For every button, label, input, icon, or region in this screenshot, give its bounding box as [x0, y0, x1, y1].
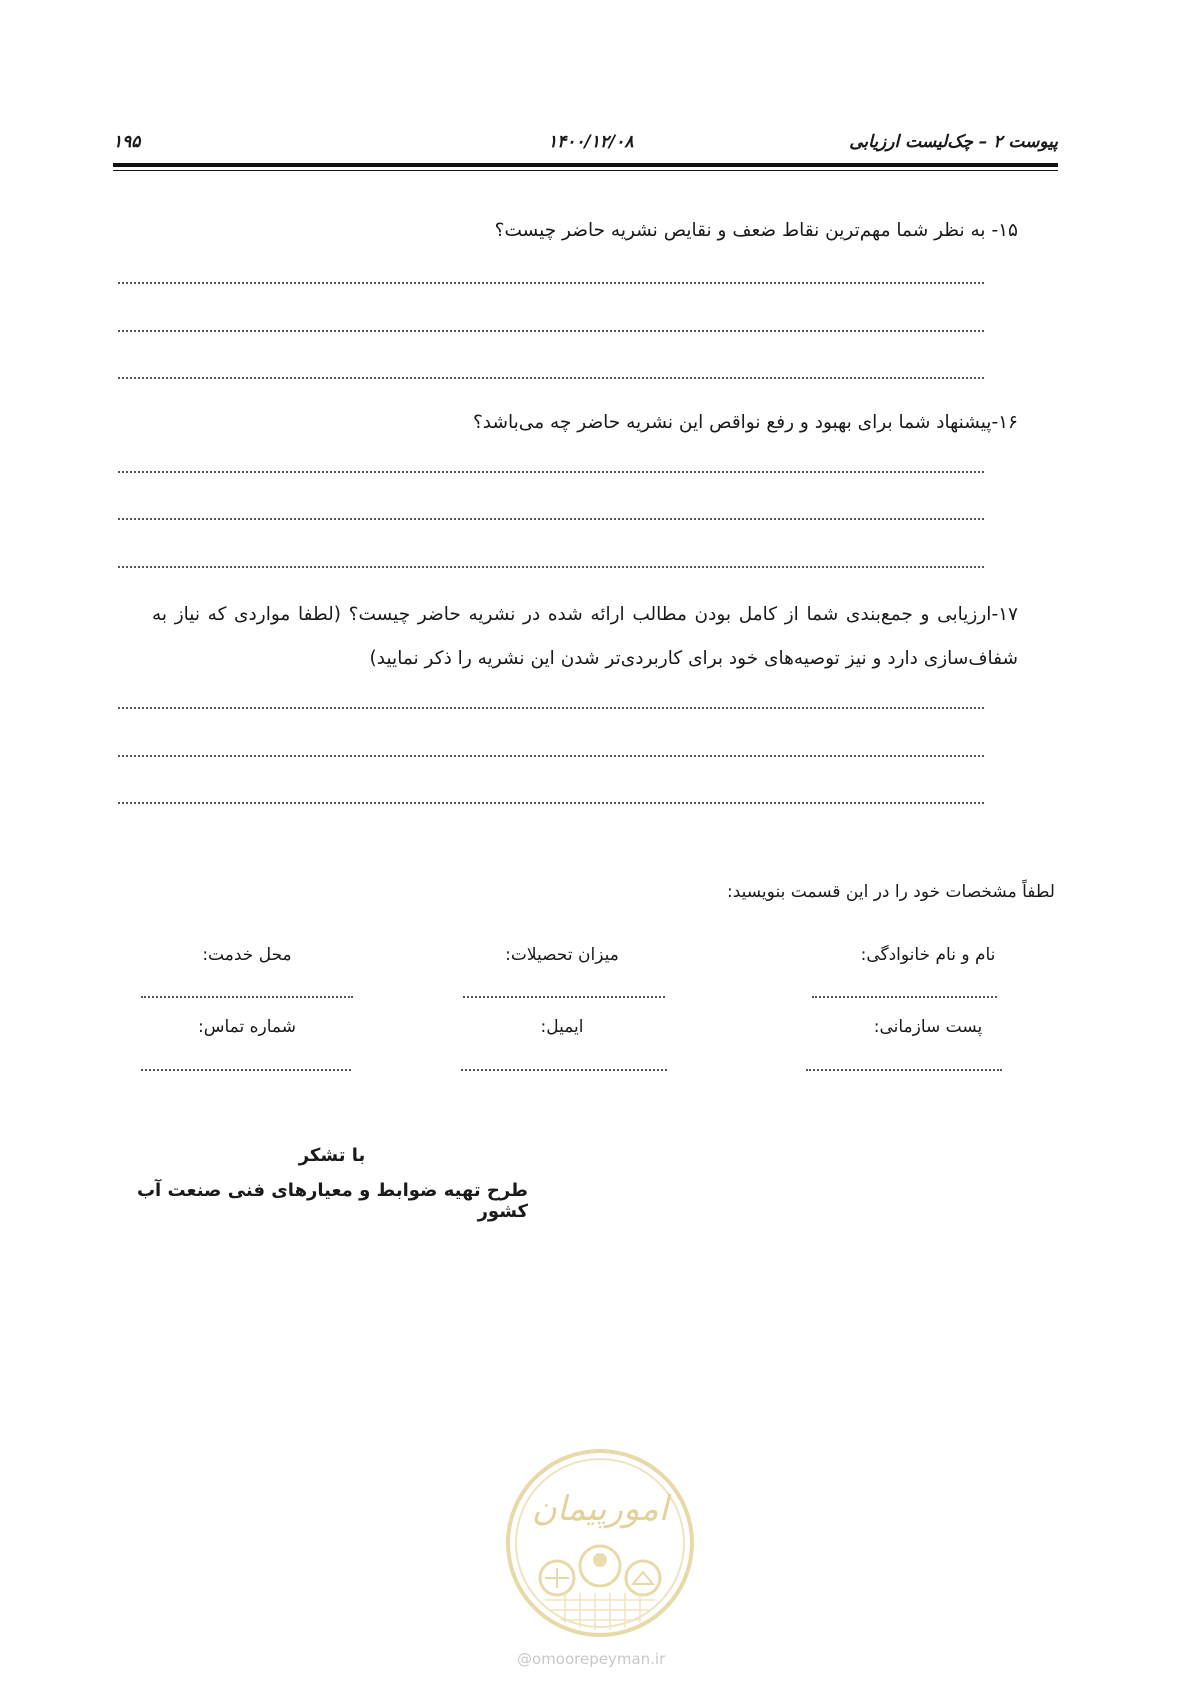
answer-line[interactable] — [118, 471, 984, 473]
education-label: میزان تحصیلات: — [505, 945, 619, 965]
position-field[interactable] — [806, 1069, 1002, 1071]
education-field[interactable] — [463, 996, 665, 998]
answer-line[interactable] — [118, 377, 984, 379]
answer-line[interactable] — [118, 566, 984, 568]
form-intro: لطفاً مشخصات خود را در این قسمت بنویسید: — [726, 882, 1055, 902]
workplace-field[interactable] — [141, 996, 353, 998]
header-date: ۱۴۰۰/۱۲/۰۸ — [548, 132, 634, 152]
answer-line[interactable] — [118, 282, 984, 284]
name-field[interactable] — [812, 996, 997, 998]
email-label: ایمیل: — [540, 1017, 584, 1037]
workplace-label: محل خدمت: — [202, 945, 292, 965]
watermark-logo-text: امورپیمان — [531, 1489, 669, 1529]
thanks-text: با تشکر — [298, 1145, 366, 1166]
phone-label: شماره تماس: — [198, 1017, 296, 1037]
question-16: ۱۶-پیشنهاد شما برای بهبود و رفع نواقص این نشریه حاضر چه می‌باشد؟ — [472, 412, 1018, 433]
answer-line[interactable] — [118, 330, 984, 332]
name-label: نام و نام خانوادگی: — [860, 945, 996, 965]
header-title: پیوست ۲ – چک‌لیست ارزیابی — [849, 132, 1058, 152]
email-field[interactable] — [461, 1069, 667, 1071]
header-rule-thick — [113, 163, 1058, 167]
question-17: ۱۷-ارزیابی و جمع‌بندی شما از کامل بودن مطالب ارائه شده در نشریه حاضر چیست؟ (لطفا مواردی که نیاز به شفاف‌سازی دارد و نیز توصیه‌های خود برای کاربردی‌تر شدن این نشریه را ذکر نمایید) — [152, 604, 1018, 669]
page-number: ۱۹۵ — [113, 132, 141, 152]
answer-line[interactable] — [118, 518, 984, 520]
phone-field[interactable] — [141, 1069, 351, 1071]
position-label: پست سازمانی: — [873, 1017, 983, 1037]
organization-name: طرح تهیه ضوابط و معیارهای فنی صنعت آب کشور — [136, 1180, 528, 1222]
header-rule-thin — [113, 170, 1058, 171]
watermark-seal-logo — [505, 1448, 695, 1638]
question-15: ۱۵- به نظر شما مهم‌ترین نقاط ضعف و نقایص نشریه حاضر چیست؟ — [494, 220, 1018, 241]
answer-line[interactable] — [118, 802, 984, 804]
answer-line[interactable] — [118, 707, 984, 709]
watermark-url: @omoorepeyman.ir — [517, 1650, 666, 1668]
answer-line[interactable] — [118, 755, 984, 757]
